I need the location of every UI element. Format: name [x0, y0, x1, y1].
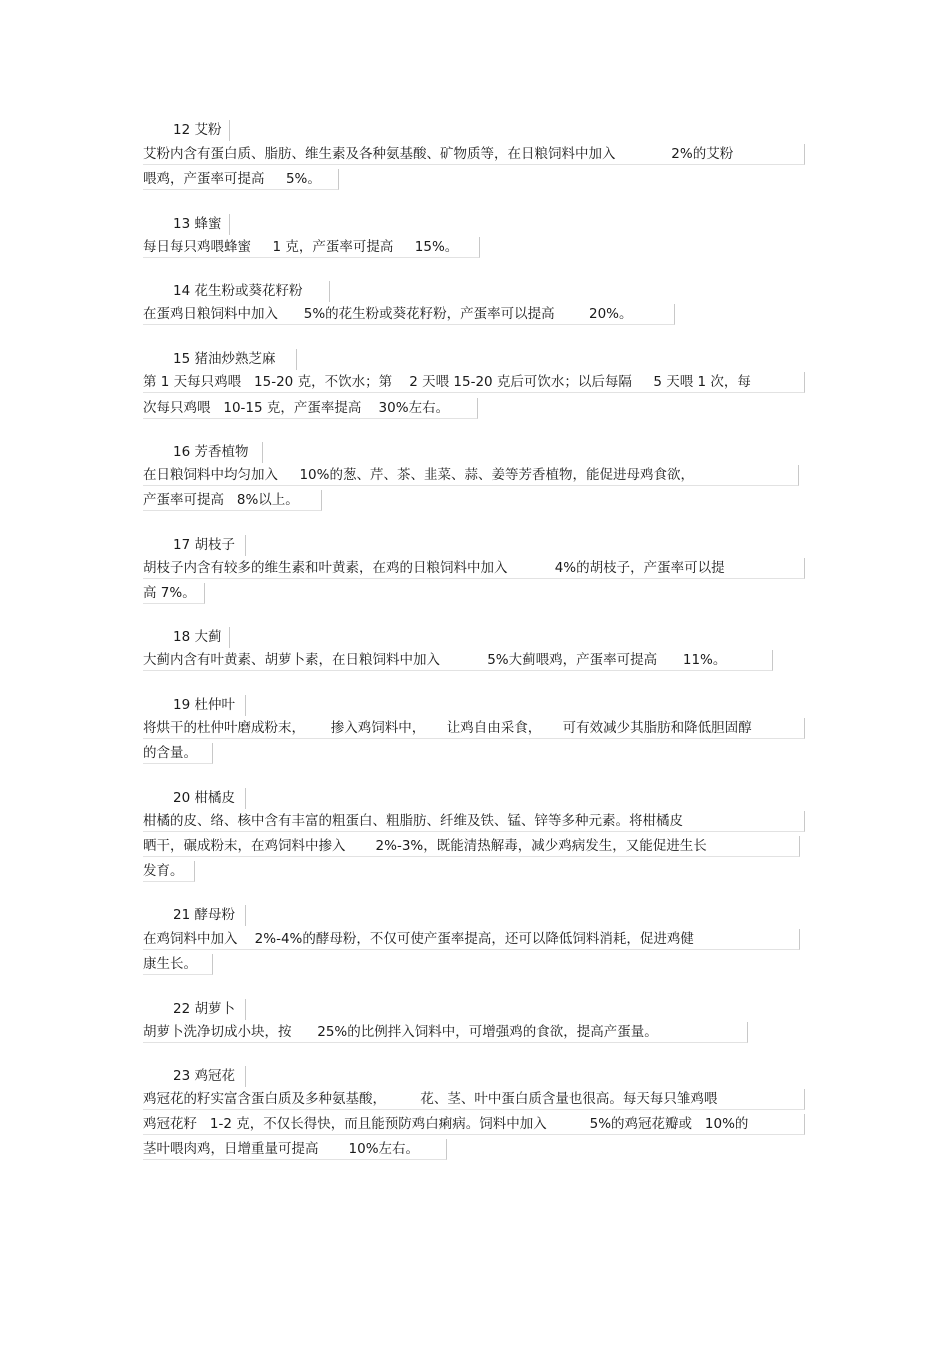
item-12-line-1: 艾粉内含有蛋白质、脂肪、维生素及各种氨基酸、矿物质等，在日粮饲料中加入 2%的艾粉 — [143, 144, 805, 165]
item-21-line-1: 在鸡饲料中加入 2%-4%的酵母粉，不仅可使产蛋率提高，还可以降低饲料消耗，促进鸡健 — [143, 929, 800, 950]
item-20-line-1: 柑橘的皮、络、核中含有丰富的粗蛋白、粗脂肪、纤维及铁、锰、锌等多种元素。将柑橘皮 — [143, 811, 805, 832]
item-15-title: 15 猪油炒熟芝麻 — [173, 349, 297, 370]
item-16-title: 16 芳香植物 — [173, 442, 263, 463]
item-21-line-2: 康生长。 — [143, 954, 213, 975]
item-18-title: 18 大蓟 — [173, 627, 230, 648]
item-23-line-3: 茎叶喂肉鸡，日增重量可提高 10%左右。 — [143, 1139, 447, 1160]
item-17-line-1: 胡枝子内含有较多的维生素和叶黄素，在鸡的日粮饲料中加入 4%的胡枝子，产蛋率可以提 — [143, 558, 805, 579]
item-20-title: 20 柑橘皮 — [173, 788, 246, 809]
item-16-line-2: 产蛋率可提高 8%以上。 — [143, 490, 322, 511]
item-21-title: 21 酵母粉 — [173, 905, 246, 926]
item-14-line-1: 在蛋鸡日粮饲料中加入 5%的花生粉或葵花籽粉，产蛋率可以提高 20%。 — [143, 304, 675, 325]
item-18-line-1: 大蓟内含有叶黄素、胡萝卜素，在日粮饲料中加入 5%大蓟喂鸡，产蛋率可提高 11%。 — [143, 650, 773, 671]
item-13-title: 13 蜂蜜 — [173, 214, 230, 235]
item-13-line-1: 每日每只鸡喂蜂蜜 1 克，产蛋率可提高 15%。 — [143, 237, 480, 258]
item-23-line-2: 鸡冠花籽 1-2 克，不仅长得快，而且能预防鸡白痢病。饲料中加入 5%的鸡冠花瓣或 10%的 — [143, 1114, 805, 1135]
item-23-line-1: 鸡冠花的籽实富含蛋白质及多种氨基酸， 花、茎、叶中蛋白质含量也很高。每天每只雏鸡喂 — [143, 1089, 805, 1110]
item-15-line-1: 第 1 天每只鸡喂 15-20 克，不饮水；第 2 天喂 15-20 克后可饮水；以后每隔 5 天喂 1 次，每 — [143, 372, 805, 393]
item-12-title: 12 艾粉 — [173, 120, 230, 141]
item-19-title: 19 杜仲叶 — [173, 695, 246, 716]
item-20-line-2: 晒干，碾成粉末，在鸡饲料中掺入 2%-3%，既能清热解毒，减少鸡病发生，又能促进生长 — [143, 836, 800, 857]
item-20-line-3: 发育。 — [143, 861, 195, 882]
item-14-title: 14 花生粉或葵花籽粉 — [173, 281, 330, 302]
item-17-line-2: 高 7%。 — [143, 583, 205, 604]
item-22-title: 22 胡萝卜 — [173, 999, 246, 1020]
item-22-line-1: 胡萝卜洗净切成小块，按 25%的比例拌入饲料中，可增强鸡的食欲，提高产蛋量。 — [143, 1022, 748, 1043]
item-15-line-2: 次每只鸡喂 10-15 克，产蛋率提高 30%左右。 — [143, 398, 478, 419]
item-19-line-2: 的含量。 — [143, 743, 213, 764]
item-19-line-1: 将烘干的杜仲叶磨成粉末， 掺入鸡饲料中， 让鸡自由采食， 可有效减少其脂肪和降低胆固醇 — [143, 718, 805, 739]
item-16-line-1: 在日粮饲料中均匀加入 10%的葱、芹、茶、韭菜、蒜、姜等芳香植物，能促进母鸡食欲， — [143, 465, 799, 486]
item-23-title: 23 鸡冠花 — [173, 1066, 246, 1087]
item-17-title: 17 胡枝子 — [173, 535, 246, 556]
item-12-line-2: 喂鸡，产蛋率可提高 5%。 — [143, 169, 339, 190]
